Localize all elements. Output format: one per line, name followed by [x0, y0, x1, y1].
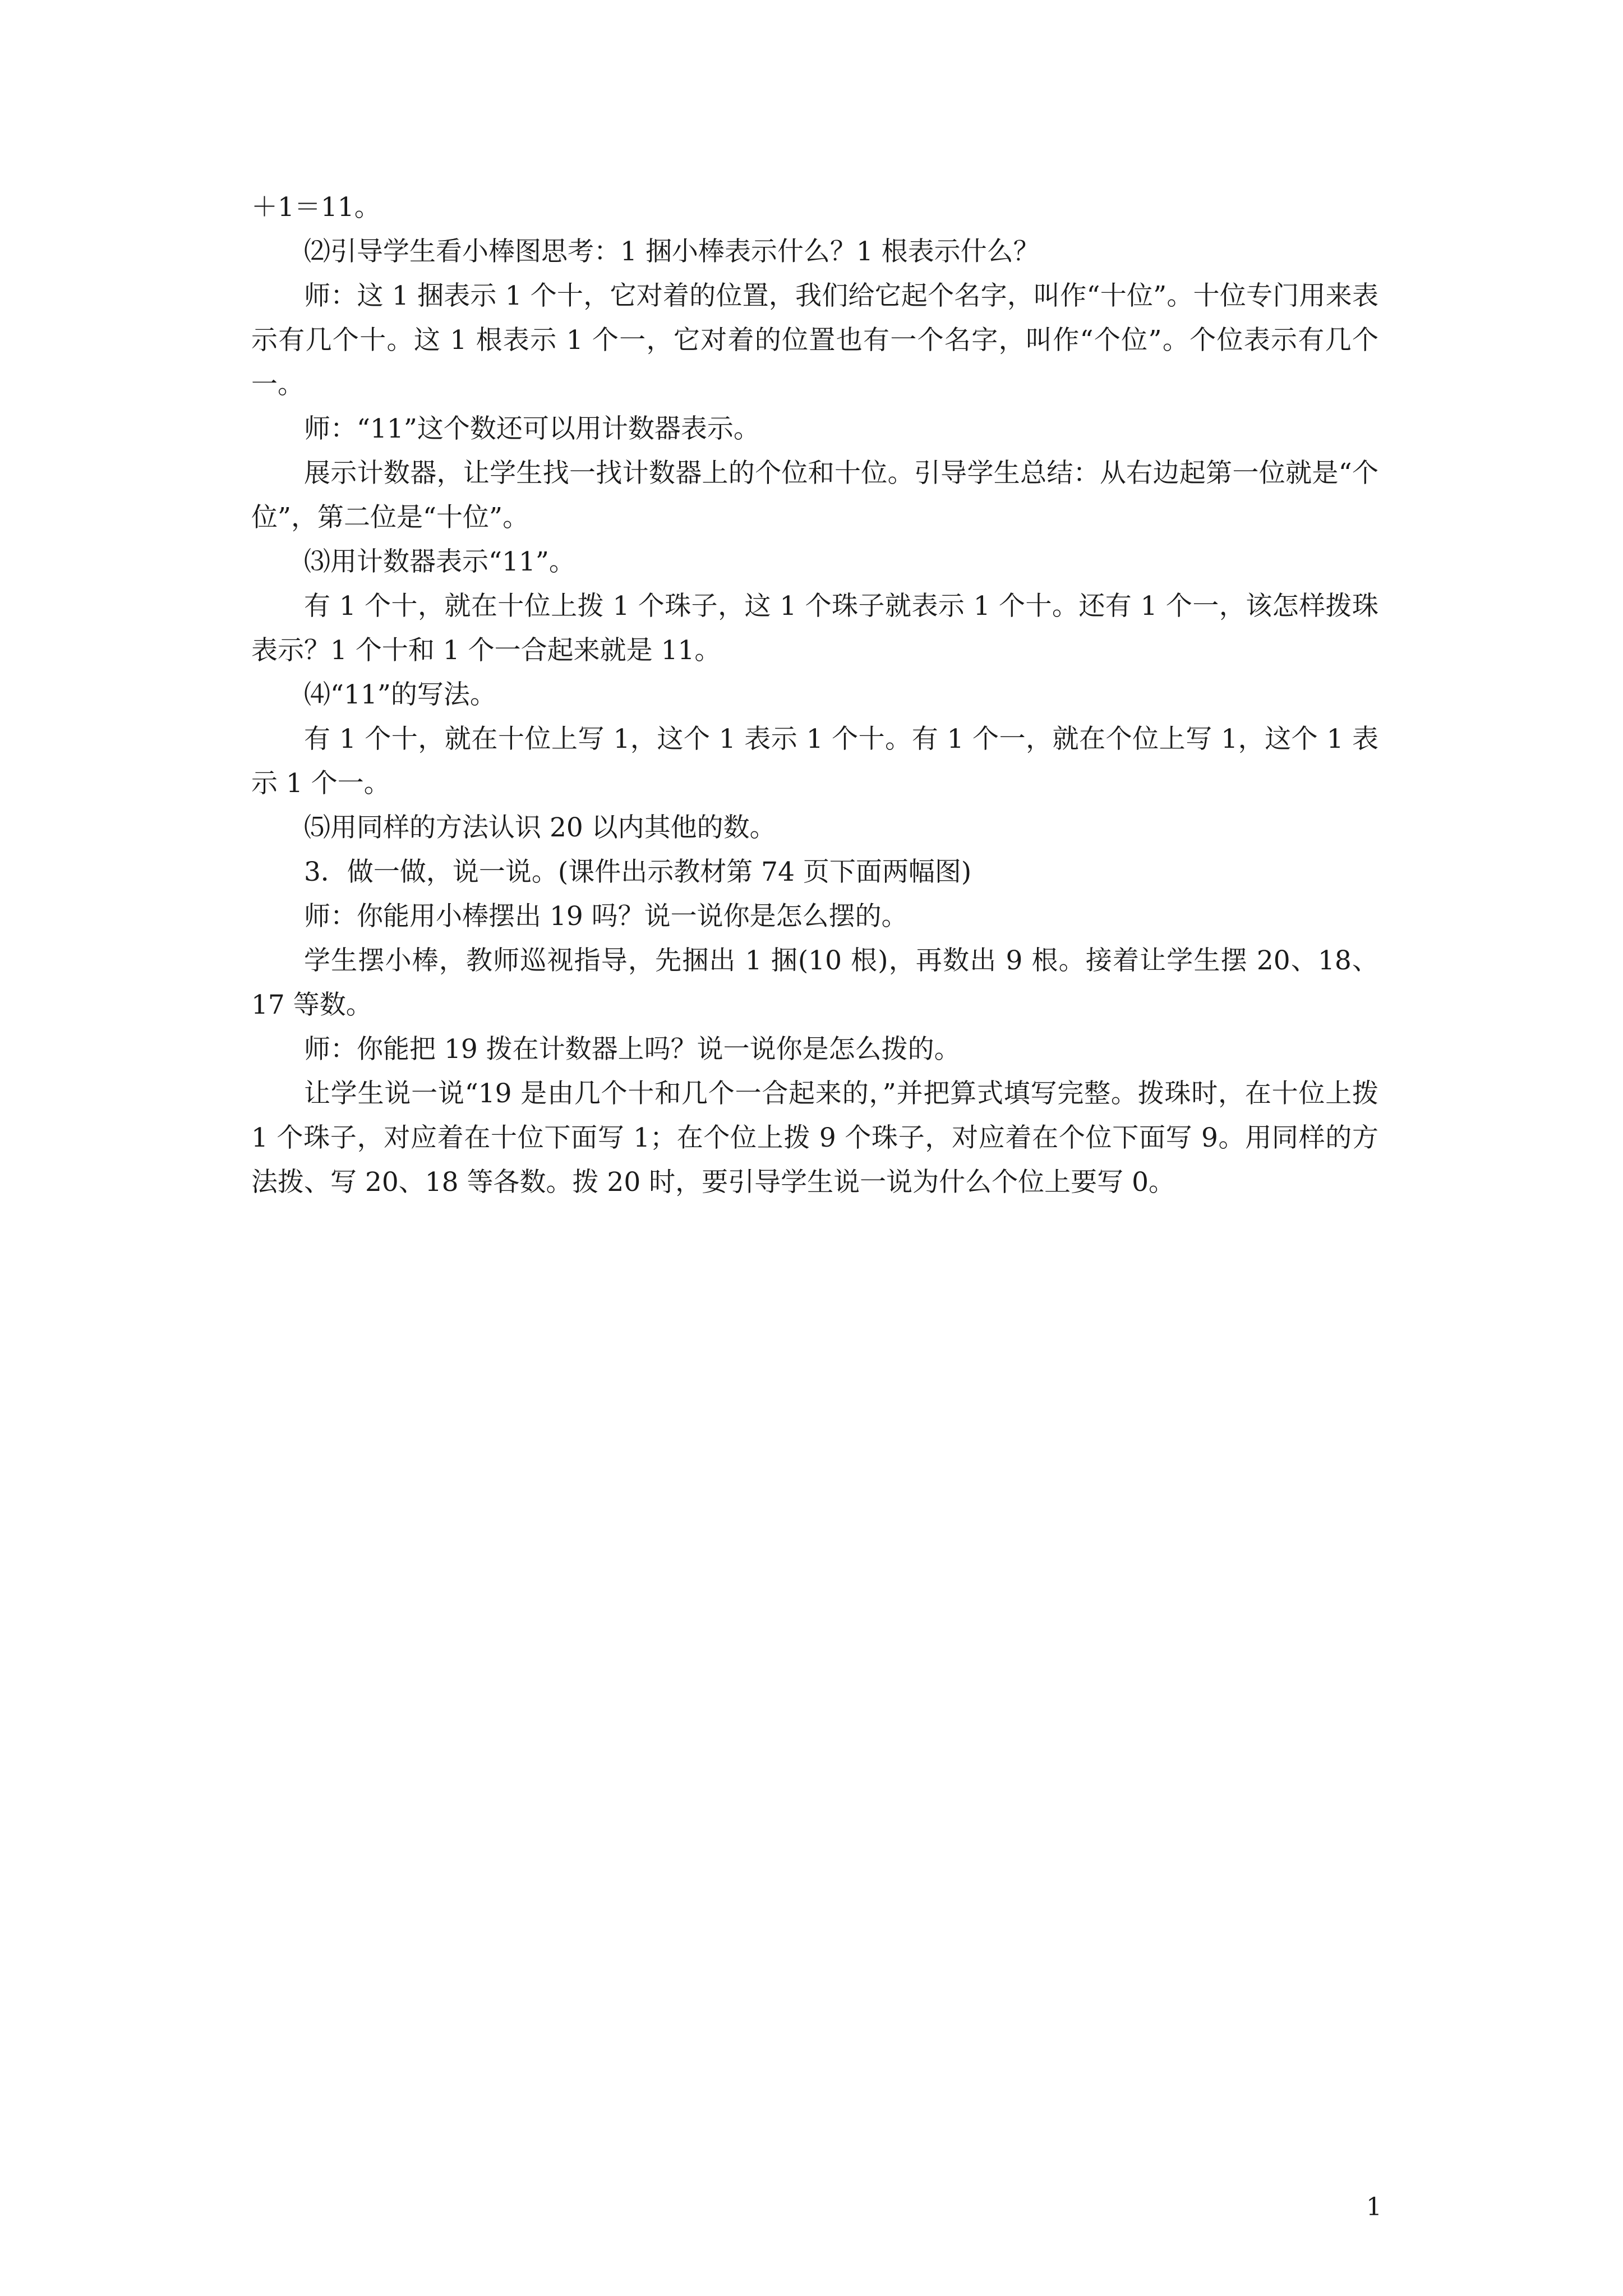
paragraph-step-4: ⑷“11”的写法。 — [304, 679, 496, 710]
paragraph-step-2: ⑵引导学生看小棒图思考：1 捆小棒表示什么？1 根表示什么？ — [304, 236, 1040, 267]
paragraph-teacher-abacus: 师：你能把 19 拨在计数器上吗？说一说你是怎么拨的。 — [304, 1034, 961, 1065]
paragraph-step-5: ⑸用同样的方法认识 20 以内其他的数。 — [304, 812, 776, 843]
page-number: 1 — [1366, 2193, 1382, 2221]
paragraph-section-3: 3．做一做，说一说。(课件出示教材第 74 页下面两幅图) — [304, 857, 972, 887]
paragraph-show-counter: 展示计数器，让学生找一找计数器上的个位和十位。引导学生总结：从右边起第一位就是“个位”，第二位是“十位”。 — [251, 458, 1378, 533]
paragraph-students-explain: 让学生说一说“19 是由几个十和几个一合起来的，”并把算式填写完整。拨珠时，在十位上拨 1 个珠子，对应着在十位下面写 1；在个位上拨 9 个珠子，对应着在个位下面写 9。用同样的方法拨、写 20、18 等各数。拨 20 时，要引导学生说一说为什么个位上要写 0。 — [251, 1078, 1378, 1198]
paragraph-writing-explanation: 有 1 个十，就在十位上写 1，这个 1 表示 1 个十。有 1 个一，就在个位上写 1，这个 1 表示 1 个一。 — [251, 724, 1378, 799]
paragraph-step-3: ⑶用计数器表示“11”。 — [304, 546, 575, 577]
paragraph-bead-explanation: 有 1 个十，就在十位上拨 1 个珠子，这 1 个珠子就表示 1 个十。还有 1 个一，该怎样拨珠表示？1 个十和 1 个一合起来就是 11。 — [251, 591, 1378, 666]
paragraph-continuation: ＋1＝11。 — [251, 192, 381, 223]
document-body — [251, 185, 1378, 1204]
paragraph-teacher-sticks: 师：你能用小棒摆出 19 吗？说一说你是怎么摆的。 — [304, 901, 908, 932]
paragraph-teacher-tens-ones: 师：这 1 捆表示 1 个十，它对着的位置，我们给它起个名字，叫作“十位”。十位专门用来表示有几个十。这 1 根表示 1 个一，它对着的位置也有一个名字，叫作“个位”。个位表示有几个一。 — [251, 280, 1378, 400]
paragraph-students-sticks: 学生摆小棒，教师巡视指导，先捆出 1 捆(10 根)，再数出 9 根。接着让学生摆 20、18、17 等数。 — [251, 945, 1378, 1020]
paragraph-teacher-counter: 师：“11”这个数还可以用计数器表示。 — [304, 413, 760, 444]
